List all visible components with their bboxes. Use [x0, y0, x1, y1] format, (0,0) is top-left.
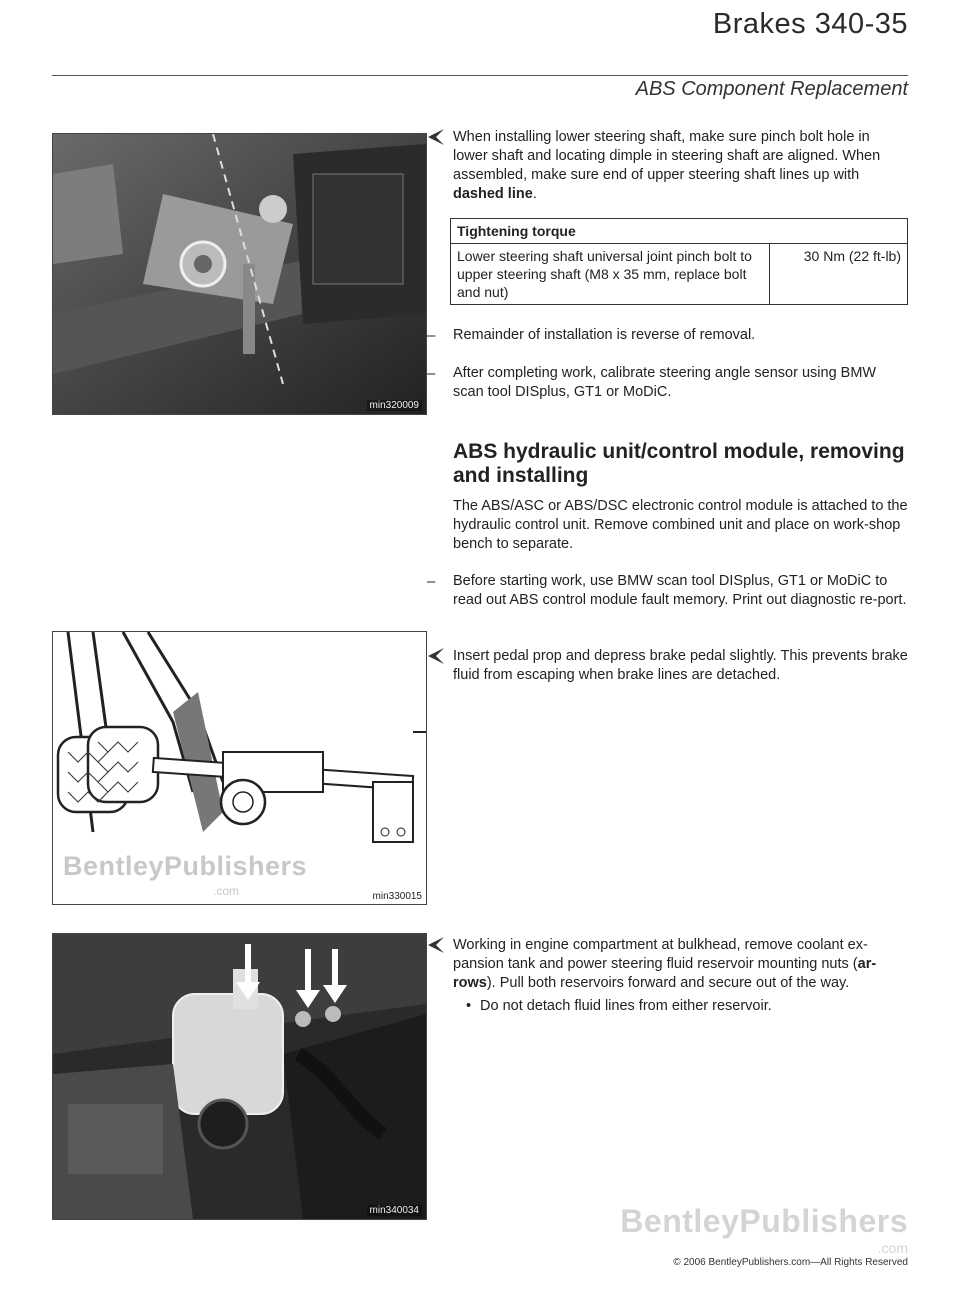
engine-compartment-photo	[52, 933, 427, 1220]
header-rule	[52, 75, 908, 76]
pedal-prop-diagram	[52, 631, 427, 905]
instruction-bold-text: ar-rows	[453, 956, 877, 991]
steering-shaft-instruction	[453, 128, 908, 204]
dash-bullet: –	[427, 365, 436, 382]
step-text: Before starting work, use BMW scan tool DISplus, GT1 or MoDiC to read out ABS control module fault memory. Print out diagnostic re-port.	[453, 573, 907, 608]
torque-table-value: 30 Nm (22 ft-lb)	[770, 244, 908, 305]
pedal-prop-instruction	[453, 647, 908, 685]
steering-shaft-photo	[52, 133, 427, 415]
intro-text: The ABS/ASC or ABS/DSC electronic control module is attached to the hydraulic control unit. Remove combined unit and place on work-shop bench to separate.	[453, 498, 908, 552]
watermark-suffix: .com	[213, 884, 240, 898]
left-pointer-icon	[426, 937, 444, 953]
footer-logo: BentleyPublishers	[620, 1203, 908, 1239]
page-header-subtitle: ABS Component Replacement	[635, 78, 908, 100]
instruction-text: When installing lower steering shaft, make sure pinch bolt hole in lower shaft and locating dimple in steering shaft are aligned. When assembled, make sure end of upper steering shaft lines up with	[453, 129, 881, 183]
section-intro	[453, 497, 908, 554]
dash-bullet: –	[427, 327, 436, 344]
step-calibrate	[427, 364, 908, 402]
instruction-text: Insert pedal prop and depress brake pedal slightly. This prevents brake fluid from escaping when brake lines are detached.	[453, 648, 908, 683]
left-pointer-icon	[426, 648, 444, 664]
step-remainder	[427, 326, 908, 345]
figure-label: min320009	[367, 400, 422, 411]
footer-logo-suffix: .com	[877, 1240, 908, 1256]
step-text: After completing work, calibrate steering angle sensor using BMW scan tool DISplus, GT1 or MoDiC.	[453, 365, 877, 400]
figure-label: min340034	[367, 1205, 422, 1216]
step-fault-memory	[427, 572, 908, 610]
dash-bullet: –	[427, 573, 436, 590]
instruction-text: Working in engine compartment at bulkhead, remove coolant ex-pansion tank and power steering fluid reservoir mounting nuts (	[453, 937, 868, 972]
torque-table	[450, 218, 908, 305]
torque-table-description: Lower steering shaft universal joint pinch bolt to upper steering shaft (M8 x 35 mm, replace bolt and nut)	[451, 244, 770, 305]
left-pointer-icon	[426, 129, 444, 145]
instruction-bold-text: dashed line	[453, 186, 533, 202]
instruction-text-end: .	[532, 186, 537, 202]
torque-table-heading: Tightening torque	[451, 219, 908, 244]
bullet-icon: •	[466, 998, 472, 1014]
reservoir-instruction	[453, 936, 908, 993]
step-text: Remainder of installation is reverse of removal.	[453, 327, 756, 343]
reservoir-note	[466, 997, 908, 1016]
note-text: Do not detach fluid lines from either reservoir.	[480, 998, 772, 1014]
footer-copyright: © 2006 BentleyPublishers.com—All Rights Reserved	[673, 1257, 908, 1268]
watermark-logo: BentleyPublishers	[63, 851, 308, 881]
figure-label: min330015	[372, 891, 422, 902]
page-header-title: Brakes 340-35	[712, 8, 908, 40]
section-heading: ABS hydraulic unit/control module, removing and installing	[453, 440, 905, 487]
instruction-text-end: ). Pull both reservoirs forward and secure out of the way.	[486, 975, 850, 991]
